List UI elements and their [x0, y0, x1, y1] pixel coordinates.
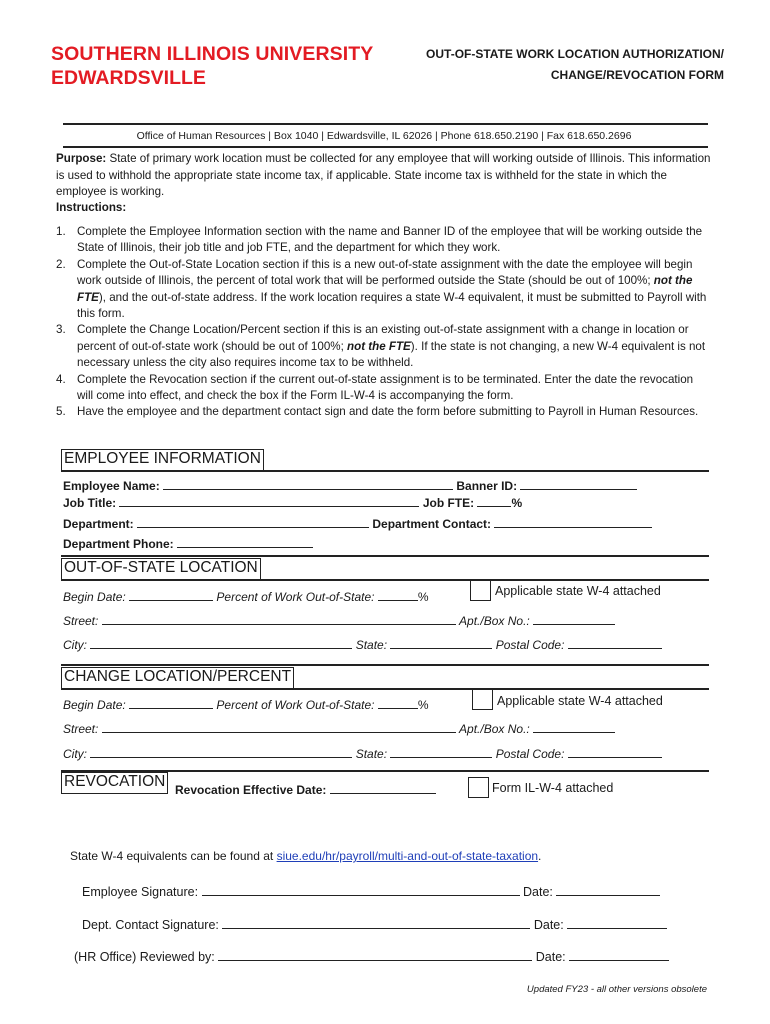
- instruction-text: Complete the Out-of-State Location section if this is a new out-of-state assignment with the date the employee will begin work outside of Illinois, the percent of total work that will be performed outside the State (should be out of 100%;: [77, 257, 693, 288]
- department-contact-field[interactable]: [494, 515, 652, 528]
- section-rule: [61, 470, 709, 472]
- employee-signature-date-label: Date:: [523, 885, 553, 899]
- instruction-text: ), and the out-of-state address. If the work location requires a state W-4 equivalent, it must be submitted to Payroll with this form.: [77, 290, 707, 321]
- hr-review-date-field[interactable]: [569, 948, 669, 961]
- employee-information-heading: EMPLOYEE INFORMATION: [61, 449, 264, 471]
- change-city-label: City:: [63, 747, 87, 761]
- department-label: Department:: [63, 517, 134, 531]
- change-postal-field[interactable]: [568, 745, 662, 758]
- department-phone-field[interactable]: [177, 535, 313, 548]
- version-footer: Updated FY23 - all other versions obsolete: [526, 984, 707, 995]
- purpose-text: State of primary work location must be collected for any employee that will working outside of Illinois. This information is used to withhold the appropriate state income tax, if applicable. State income tax is withheld for the state in which the employee is working.: [56, 152, 711, 198]
- oos-city-label: City:: [63, 638, 87, 652]
- department-phone-label: Department Phone:: [63, 537, 174, 551]
- oos-apt-label: Apt./Box No.:: [459, 614, 530, 628]
- header-top-rule: [63, 123, 708, 125]
- employee-name-row: [63, 477, 637, 493]
- employee-signature-field[interactable]: [202, 883, 520, 896]
- employee-name-field[interactable]: [163, 477, 453, 490]
- change-apt-field[interactable]: [533, 720, 615, 733]
- job-title-field[interactable]: [119, 494, 419, 507]
- section-rule: [61, 664, 709, 666]
- oos-postal-field[interactable]: [568, 636, 662, 649]
- oos-w4-label: Applicable state W-4 attached: [495, 584, 661, 598]
- instruction-text: ). If the state is not changing, a new W-4 equivalent is not necessary unless the city also requires income tax to be withheld.: [77, 339, 706, 370]
- instruction-text: Complete the Employee Information section with the name and Banner ID of the employee that will be working outside the State of Illinois, their job title and job FTE, and the department for which they work.: [77, 225, 703, 255]
- w4-note-suffix: .: [538, 849, 542, 863]
- instruction-number: 2.: [56, 257, 66, 271]
- instruction-item: [56, 257, 710, 323]
- oos-begin-date-field[interactable]: [129, 588, 213, 601]
- change-street-field[interactable]: [102, 720, 456, 733]
- change-postal-label: Postal Code:: [495, 747, 565, 761]
- contact-signature-date-field[interactable]: [567, 916, 667, 929]
- department-contact-label: Department Contact:: [372, 517, 492, 531]
- oos-begin-date-label: Begin Date:: [63, 590, 126, 604]
- employee-signature-label: Employee Signature:: [82, 885, 199, 899]
- contact-signature-label: Dept. Contact Signature:: [82, 918, 219, 932]
- revocation-date-label: Revocation Effective Date:: [175, 783, 327, 797]
- university-logo-line2: EDWARDSVILLE: [51, 67, 206, 89]
- instructions-list: [56, 224, 710, 421]
- change-percent-label: Percent of Work Out-of-State:: [216, 698, 375, 712]
- w4-equivalents-note: [70, 849, 541, 863]
- change-street-row: [63, 720, 615, 736]
- oos-street-field[interactable]: [102, 612, 456, 625]
- oos-street-row: [63, 612, 615, 628]
- revocation-heading: REVOCATION: [61, 772, 168, 794]
- section-rule: [61, 688, 709, 690]
- change-apt-label: Apt./Box No.:: [459, 722, 530, 736]
- revocation-date-field[interactable]: [330, 781, 436, 794]
- employee-signature-row: [82, 883, 660, 899]
- instruction-number: 3.: [56, 323, 66, 337]
- job-title-label: Job Title:: [63, 496, 117, 510]
- job-fte-suffix: %: [511, 496, 523, 510]
- out-of-state-location-heading: OUT-OF-STATE LOCATION: [61, 558, 261, 580]
- revocation-date-row: [175, 781, 436, 797]
- purpose-label: Purpose:: [56, 152, 107, 165]
- oos-postal-label: Postal Code:: [495, 638, 565, 652]
- change-w4-checkbox[interactable]: [472, 689, 493, 710]
- employee-name-label: Employee Name:: [63, 479, 160, 493]
- oos-state-label: State:: [355, 638, 388, 652]
- job-fte-field[interactable]: [477, 494, 511, 507]
- form-title: [364, 44, 724, 86]
- hr-review-label: (HR Office) Reviewed by:: [74, 950, 215, 964]
- oos-city-field[interactable]: [90, 636, 352, 649]
- section-rule: [61, 555, 709, 557]
- instruction-text: Complete the Change Location/Percent section if this is an existing out-of-state assignment with a change in location or percent of out-of-state work (should be out of 100%;: [77, 323, 689, 353]
- instruction-number: 4.: [56, 372, 66, 386]
- contact-signature-date-label: Date:: [533, 918, 564, 932]
- instructions-heading: Instructions:: [56, 201, 127, 214]
- w4-taxation-link[interactable]: siue.edu/hr/payroll/multi-and-out-of-state-taxation: [276, 849, 539, 863]
- department-field[interactable]: [137, 515, 369, 528]
- hr-review-field[interactable]: [218, 948, 532, 961]
- change-begin-date-label: Begin Date:: [63, 698, 126, 712]
- header-bottom-rule: [63, 146, 708, 148]
- oos-begin-row: [63, 588, 428, 604]
- employee-signature-date-field[interactable]: [556, 883, 660, 896]
- hr-review-date-label: Date:: [535, 950, 566, 964]
- section-rule: [61, 579, 709, 581]
- oos-percent-field[interactable]: [378, 588, 418, 601]
- instruction-item: [56, 322, 710, 371]
- form-title-line2: CHANGE/REVOCATION FORM: [550, 68, 724, 82]
- form-title-line1: OUT-OF-STATE WORK LOCATION AUTHORIZATION/: [426, 47, 724, 61]
- instruction-emphasis: not the FTE: [77, 274, 693, 304]
- oos-state-field[interactable]: [390, 636, 492, 649]
- change-location-heading: CHANGE LOCATION/PERCENT: [61, 667, 294, 689]
- change-city-row: [63, 745, 662, 761]
- change-percent-suffix: %: [417, 698, 429, 712]
- office-contact-line: Office of Human Resources | Box 1040 | Edwardsville, IL 62026 | Phone 618.650.2190 | Fax 618.650.2696: [136, 130, 632, 142]
- oos-apt-field[interactable]: [533, 612, 615, 625]
- change-begin-row: [63, 696, 428, 712]
- oos-percent-label: Percent of Work Out-of-State:: [216, 590, 375, 604]
- instruction-item: [56, 404, 710, 420]
- department-phone-row: [63, 535, 313, 551]
- hr-review-row: [74, 948, 669, 964]
- instruction-emphasis: not the FTE: [347, 339, 411, 353]
- oos-street-label: Street:: [63, 614, 99, 628]
- instruction-item: [56, 224, 710, 257]
- change-state-field[interactable]: [390, 745, 492, 758]
- instruction-item: [56, 372, 710, 405]
- change-city-field[interactable]: [90, 745, 352, 758]
- instruction-number: 1.: [56, 225, 66, 238]
- purpose-paragraph: [56, 151, 712, 201]
- contact-signature-row: [82, 916, 667, 932]
- il-w4-label: Form IL-W-4 attached: [492, 781, 614, 795]
- change-percent-field[interactable]: [378, 696, 418, 709]
- w4-note-prefix: State W-4 equivalents can be found at: [70, 849, 277, 863]
- job-title-row: [63, 494, 522, 510]
- banner-id-field[interactable]: [520, 477, 637, 490]
- change-w4-label: Applicable state W-4 attached: [497, 694, 663, 708]
- instruction-number: 5.: [56, 405, 66, 419]
- department-row: [63, 515, 652, 531]
- instruction-text: Complete the Revocation section if the current out-of-state assignment is to be terminated. Enter the date the revocation will come into effect, and check the box if the Form IL-W-4 is accompanying the form.: [77, 372, 694, 403]
- job-fte-label: Job FTE:: [422, 496, 475, 510]
- oos-city-row: [63, 636, 662, 652]
- oos-percent-suffix: %: [417, 590, 429, 604]
- change-begin-date-field[interactable]: [129, 696, 213, 709]
- instruction-text: Have the employee and the department contact sign and date the form before submitting to Payroll in Human Resources.: [77, 405, 699, 419]
- il-w4-checkbox[interactable]: [468, 777, 489, 798]
- oos-w4-checkbox[interactable]: [470, 580, 491, 601]
- contact-signature-field[interactable]: [222, 916, 530, 929]
- university-logo-line1: SOUTHERN ILLINOIS UNIVERSITY: [51, 43, 374, 65]
- change-state-label: State:: [355, 747, 388, 761]
- change-street-label: Street:: [63, 722, 99, 736]
- banner-id-label: Banner ID:: [456, 479, 518, 493]
